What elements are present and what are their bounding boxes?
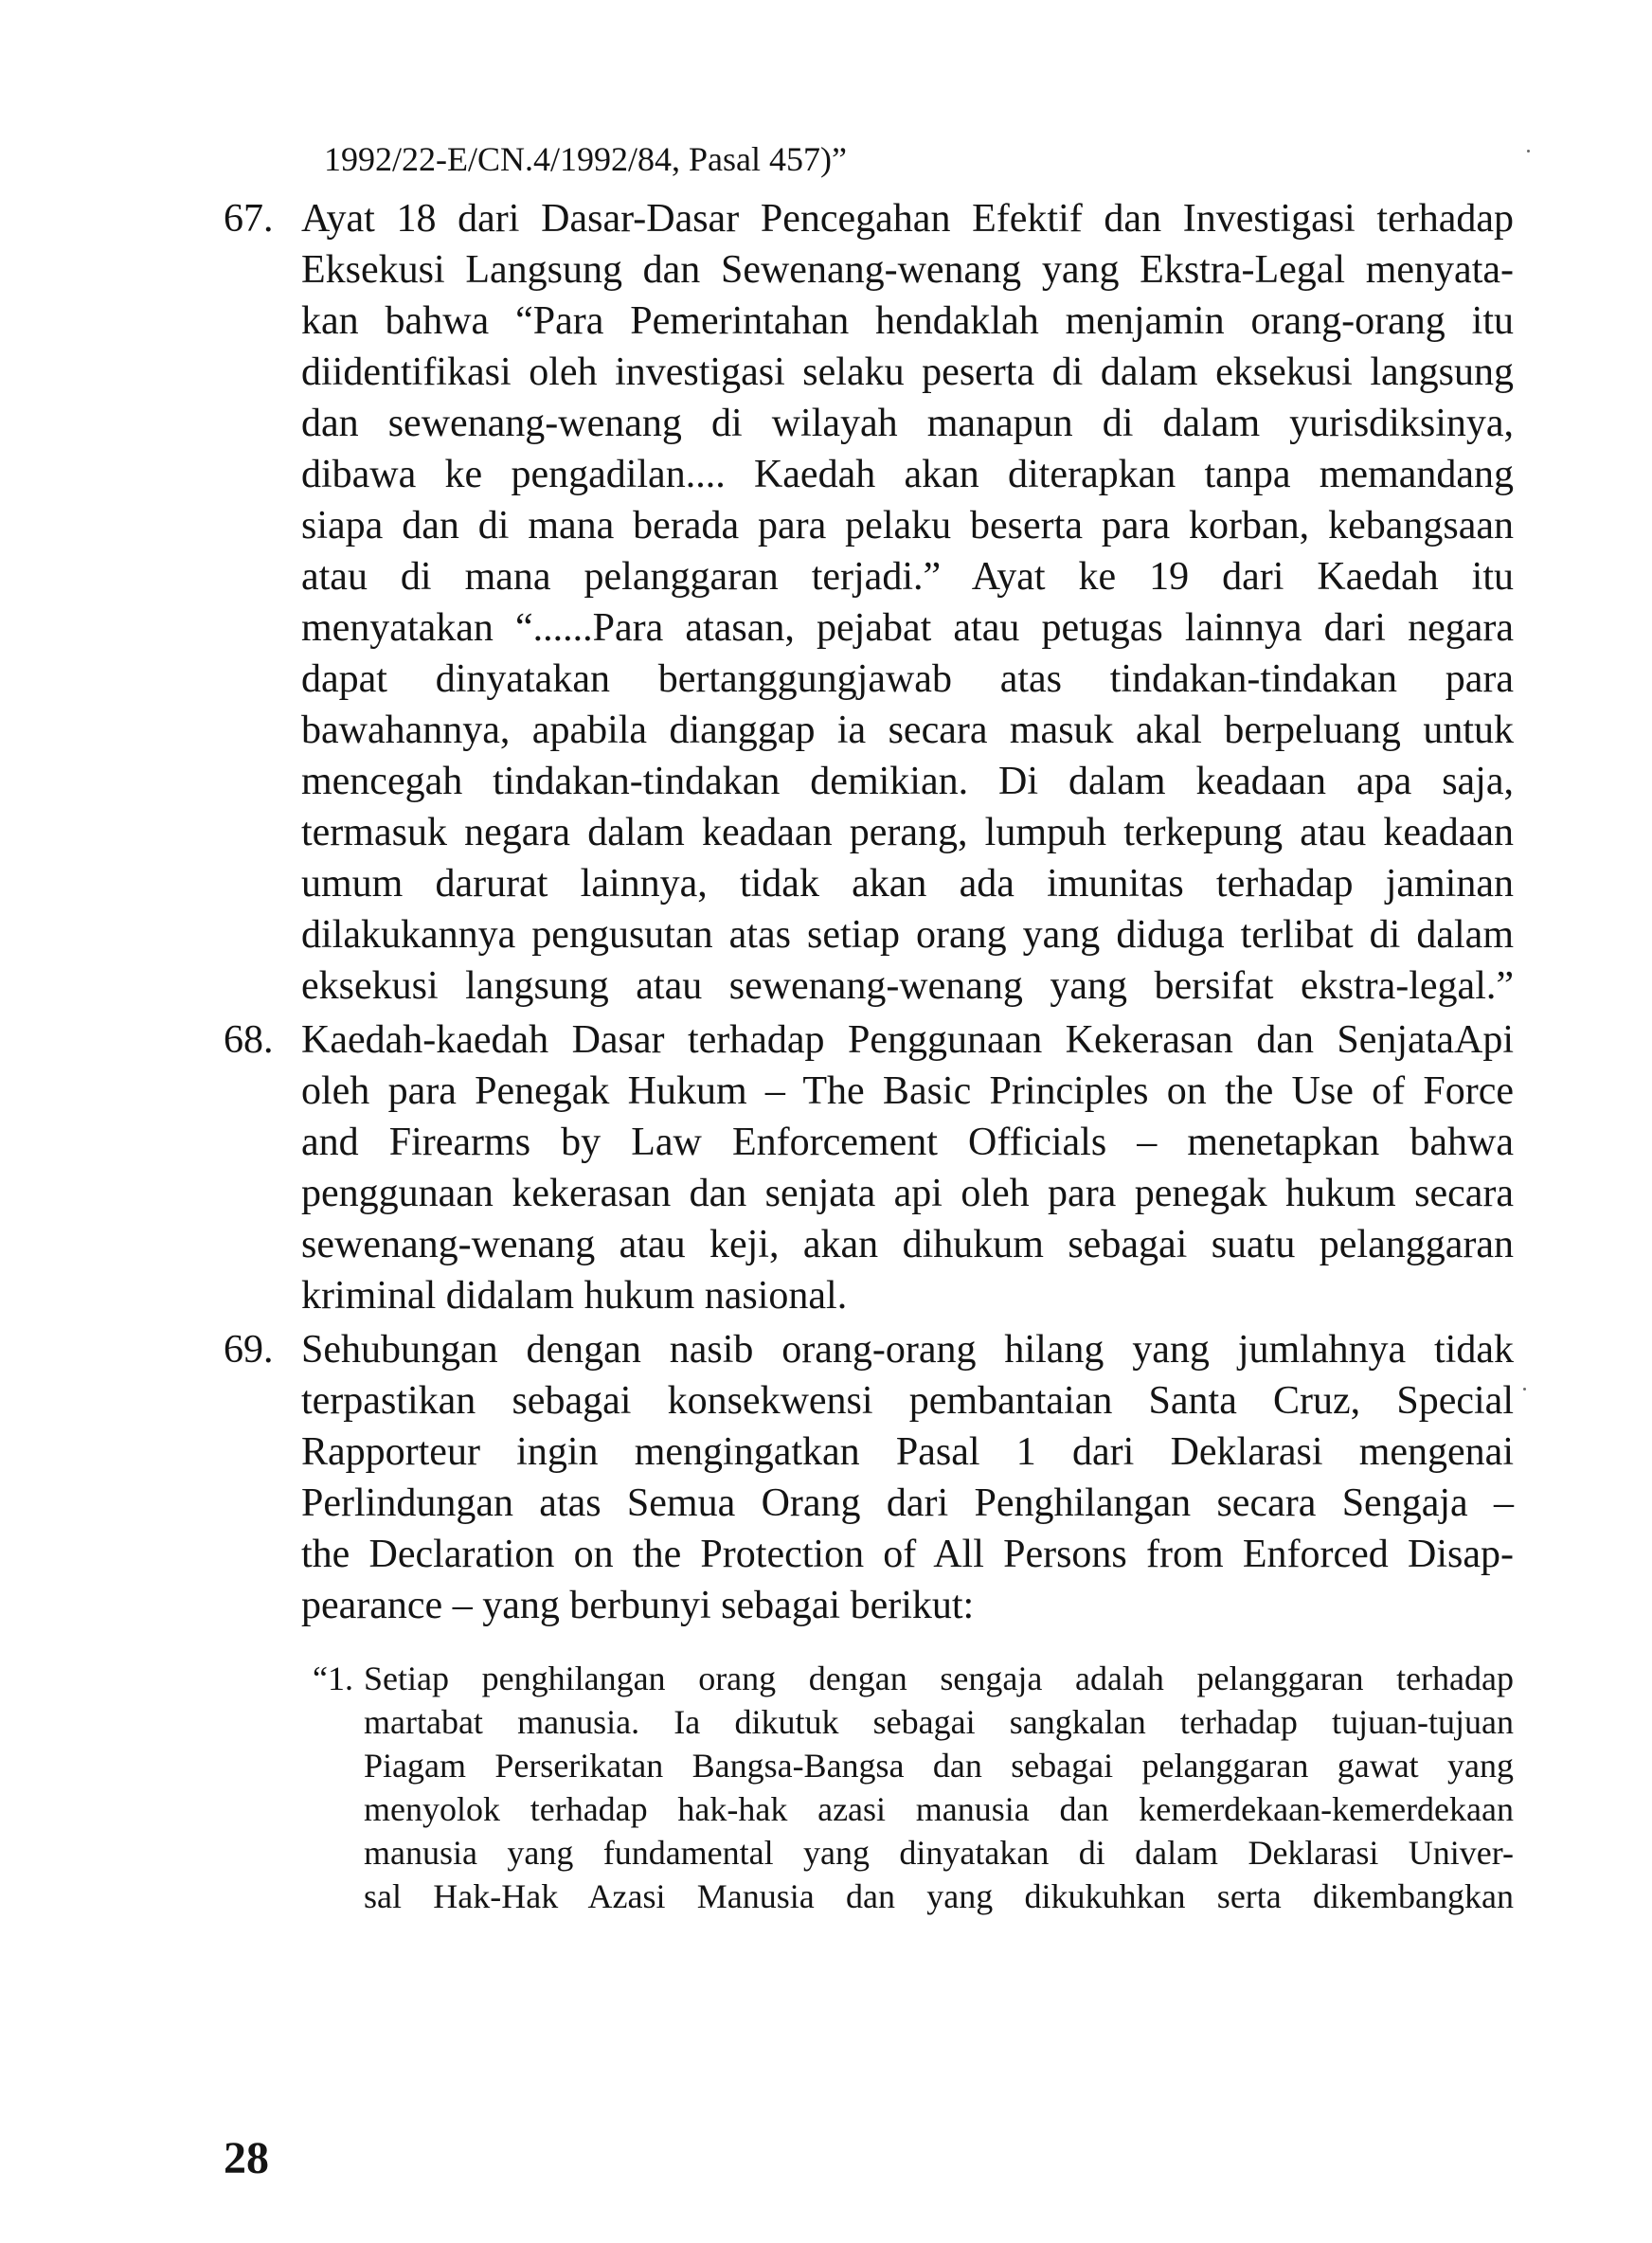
scan-speck [1527,150,1530,153]
paragraph-67-line: kan bahwa “Para Pemerintahan hendaklah menjamin orang-orang itu [301,299,1514,343]
scan-speck [1523,1388,1526,1391]
paragraph-67-line: diidentifikasi oleh investigasi selaku peserta di dalam eksekusi langsung [301,350,1514,394]
quote-line: sal Hak-Hak Azasi Manusia dan yang dikukuhkan serta dikembangkan [364,1877,1514,1915]
paragraph-67-line: siapa dan di mana berada para pelaku beserta para korban, kebangsaan [301,504,1514,547]
paragraph-68-line: sewenang-wenang atau keji, akan dihukum sebagai suatu pelanggaran [301,1223,1514,1266]
paragraph-68-line: Kaedah-kaedah Dasar terhadap Penggunaan Kekerasan dan SenjataApi [301,1018,1514,1062]
reference-line: 1992/22-E/CN.4/1992/84, Pasal 457)” [324,140,847,178]
paragraph-67-line: termasuk negara dalam keadaan perang, lumpuh terkepung atau keadaan [301,811,1514,854]
quote-line: menyolok terhadap hak-hak azasi manusia dan kemerdekaan-kemerdekaan [364,1790,1514,1828]
paragraph-68-line: and Firearms by Law Enforcement Officials – menetapkan bahwa [301,1121,1514,1164]
paragraph-67-line: eksekusi langsung atau sewenang-wenang yang bersifat ekstra-legal.” [301,964,1514,1008]
quote-line: manusia yang fundamental yang dinyatakan di dalam Deklarasi Univer- [364,1834,1514,1872]
paragraph-67-line: mencegah tindakan-tindakan demikian. Di dalam keadaan apa saja, [301,760,1514,803]
paragraph-67-line: menyatakan “......Para atasan, pejabat atau petugas lainnya dari negara [301,606,1514,650]
paragraph-67-line: Eksekusi Langsung dan Sewenang-wenang yang Ekstra-Legal menyata- [301,248,1514,292]
paragraph-69-line: terpastikan sebagai konsekwensi pembantaian Santa Cruz, Special [301,1379,1514,1423]
page-number: 28 [224,2133,269,2183]
quote-line: Piagam Perserikatan Bangsa-Bangsa dan sebagai pelanggaran gawat yang [364,1747,1514,1785]
paragraph-69-line: pearance – yang berbunyi sebagai berikut: [301,1584,975,1627]
paragraph-67-line: atau di mana pelanggaran terjadi.” Ayat ke 19 dari Kaedah itu [301,555,1514,599]
paragraph-68-line: kriminal didalam hukum nasional. [301,1274,848,1318]
paragraph-number-67: 67. [224,197,274,241]
paragraph-67-line: bawahannya, apabila dianggap ia secara masuk akal berpeluang untuk [301,709,1514,752]
quote-item-marker: “1. [313,1660,353,1697]
paragraph-69-line: the Declaration on the Protection of All Persons from Enforced Disap- [301,1533,1514,1576]
paragraph-68-line: penggunaan kekerasan dan senjata api oleh para penegak hukum secara [301,1172,1514,1215]
paragraph-67-line: dibawa ke pengadilan.... Kaedah akan diterapkan tanpa memandang [301,453,1514,496]
paragraph-67-line: dan sewenang-wenang di wilayah manapun di dalam yurisdiksinya, [301,402,1514,445]
paragraph-67-line: umum darurat lainnya, tidak akan ada imunitas terhadap jaminan [301,862,1514,906]
quote-line: Setiap penghilangan orang dengan sengaja adalah pelanggaran terhadap [364,1660,1514,1697]
paragraph-69-line: Rapporteur ingin mengingatkan Pasal 1 dari Deklarasi mengenai [301,1430,1514,1474]
paragraph-69-line: Sehubungan dengan nasib orang-orang hilang yang jumlahnya tidak [301,1328,1514,1372]
paragraph-67-line: Ayat 18 dari Dasar-Dasar Pencegahan Efektif dan Investigasi terhadap [301,197,1514,241]
paragraph-69-line: Perlindungan atas Semua Orang dari Penghilangan secara Sengaja – [301,1481,1514,1525]
paragraph-68-line: oleh para Penegak Hukum – The Basic Principles on the Use of Force [301,1069,1514,1113]
paragraph-67-line: dapat dinyatakan bertanggungjawab atas tindakan-tindakan para [301,657,1514,701]
paragraph-67-line: dilakukannya pengusutan atas setiap orang yang diduga terlibat di dalam [301,913,1514,957]
paragraph-number-68: 68. [224,1018,274,1062]
quote-line: martabat manusia. Ia dikutuk sebagai sangkalan terhadap tujuan-tujuan [364,1703,1514,1741]
paragraph-number-69: 69. [224,1328,274,1372]
